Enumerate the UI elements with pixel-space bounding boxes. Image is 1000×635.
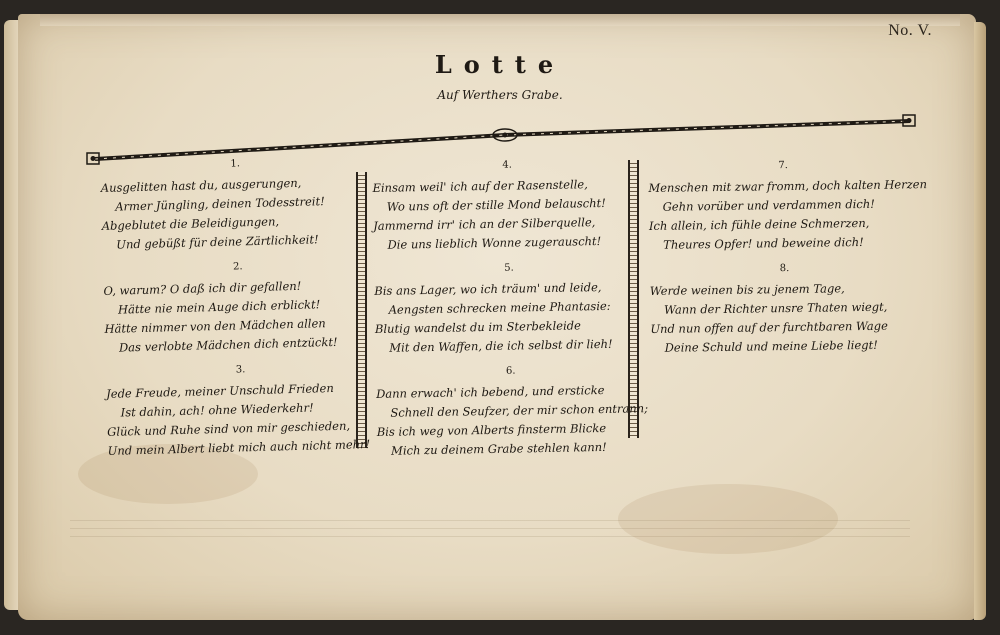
plate-number: No. V. (888, 22, 932, 39)
stanza-number: 8. (779, 263, 790, 275)
verse-line: Mich zu deinem Grabe stehlen kann! (390, 439, 607, 458)
verse-line: Ausgelitten hast du, ausgerungen, (100, 175, 302, 195)
verse-line: Das verlobte Mädchen dich entzückt! (118, 334, 338, 355)
verse-line: Deine Schuld und meine Liebe liegt! (664, 337, 878, 355)
verse-line: Schnell den Seufzer, der mir schon entrann; (390, 401, 649, 420)
verse-line: Bis ich weg von Alberts finsterm Blicke (376, 420, 607, 439)
stanza-number: 6. (505, 365, 516, 377)
stanza (649, 257, 920, 358)
poem-column-1 (100, 151, 378, 467)
page-subtitle: Auf Werthers Grabe. (437, 88, 563, 102)
poem-column-3 (648, 154, 928, 364)
stanza (376, 359, 648, 461)
stanza (372, 153, 644, 255)
stanza-number: 3. (235, 364, 246, 376)
stanza (103, 254, 375, 358)
verse-line: Theures Opfer! und beweine dich! (663, 234, 864, 252)
verse-line: Hätte nimmer von den Mädchen allen (104, 316, 326, 336)
verse-line: O, warum? O daß ich dir gefallen! (103, 278, 302, 298)
stanza-number: 5. (504, 262, 514, 274)
verse-line: Und mein Albert liebt mich auch nicht mehr! (107, 437, 371, 458)
page-title: Lotte (434, 50, 566, 79)
verse-line: Blutig wandelst du im Sterbekleide (374, 318, 581, 336)
verse-line: Ich allein, ich fühle deine Schmerzen, (648, 215, 870, 233)
verse-line: Jammernd irr' ich an der Silberquelle, (373, 215, 596, 233)
verse-line: Armer Jüngling, deinen Todesstreit! (115, 194, 325, 214)
verse-line: Aengsten schrecken meine Phantasie: (388, 298, 611, 317)
stanza (374, 256, 646, 358)
verse-line: Die uns lieblich Wonne zugerauscht! (387, 234, 602, 252)
verse-line: Gehn vorüber und verdammen dich! (662, 196, 875, 214)
verse-line: Einsam weil' ich auf der Rasenstelle, (372, 177, 588, 195)
verse-line: Und nun offen auf der furchtbaren Wage (650, 318, 888, 336)
verse-line: Dann erwach' ich bebend, und ersticke (375, 382, 605, 401)
verse-line: Wo uns oft der stille Mond belauscht! (386, 195, 606, 214)
show-through-staff-line (70, 520, 910, 521)
stanza (648, 154, 928, 255)
stanza (100, 151, 372, 255)
paper-stain (618, 484, 838, 554)
show-through-staff-line (70, 528, 910, 529)
stanza-number: 2. (232, 261, 243, 273)
verse-line: Wann der Richter unsre Thaten wiegt, (664, 299, 888, 317)
verse-line: Abgeblutet die Beleidigungen, (101, 214, 280, 233)
verse-line: Jede Freude, meiner Unschuld Frieden (105, 380, 334, 401)
verse-line: Ist dahin, ach! ohne Wiederkehr! (120, 400, 314, 420)
poem-column-2 (372, 153, 647, 467)
verse-line: Bis ans Lager, wo ich träum' und leide, (374, 280, 602, 298)
verse-line: Mit den Waffen, die ich selbst dir lieh! (389, 336, 613, 355)
verse-line: Werde weinen bis zu jenem Tage, (649, 281, 845, 298)
right-page-edge (974, 22, 986, 620)
verse-line: Hätte nie mein Auge dich erblickt! (117, 297, 321, 317)
verse-line: Menschen mit zwar fromm, doch kalten Herzen (648, 177, 928, 195)
stanza-number: 4. (502, 159, 513, 171)
verse-line: Und gebüßt für deine Zärtlichkeit! (116, 232, 319, 252)
stanza-number: 7. (778, 160, 788, 172)
show-through-staff-line (70, 536, 910, 537)
stanza (105, 357, 377, 461)
page-top-shadow (40, 14, 960, 26)
stanza-number: 1. (230, 158, 241, 170)
verse-line: Glück und Ruhe sind von mir geschieden, (106, 418, 351, 439)
